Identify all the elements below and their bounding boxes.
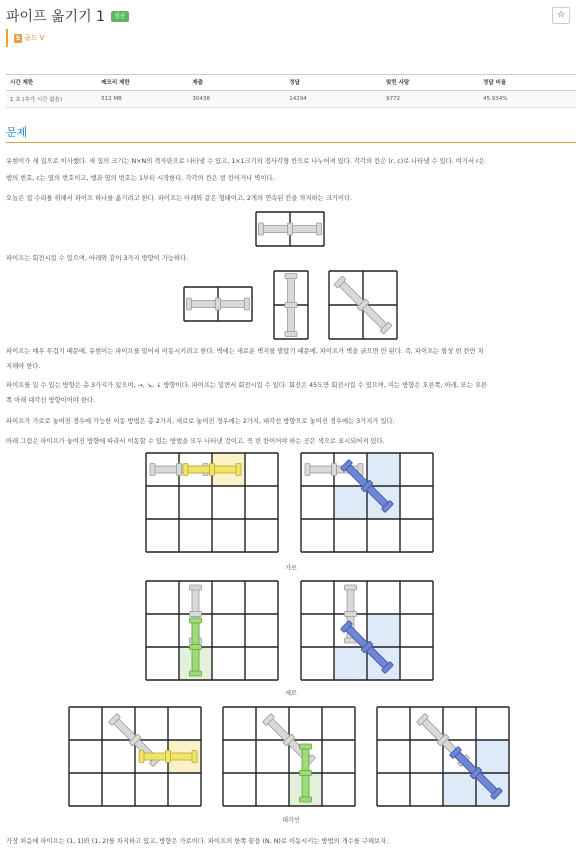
diagonal-move-right <box>68 706 202 807</box>
stats-header: 정답 <box>285 75 382 91</box>
diagonal-move-diagonal <box>376 706 510 807</box>
highlight-cell <box>334 647 367 680</box>
stats-header: 맞힌 사람 <box>382 75 479 91</box>
stats-header: 메모리 제한 <box>97 75 188 91</box>
tier-label[interactable] <box>6 29 45 47</box>
stats-cell: 30438 <box>188 91 285 108</box>
stats-header-row <box>6 75 576 91</box>
stats-table <box>6 74 576 108</box>
status-badge: 성공 <box>111 11 129 22</box>
section-divider <box>6 142 576 143</box>
problem-text: 파이프를 밀 수 있는 방향은 총 3가지가 있으며, →, ↘, ↓ 방향이다. 파이프는 밀면서 회전시킬 수 있다. 회전은 45도만 회전시킬 수 있으며, 미는 방향은 오른쪽, 아래, 또는 오른 <box>6 382 488 389</box>
problem-text: 아래 그림은 파이프가 놓여진 방향에 따라서 이동할 수 있는 방법을 모두 나타낸 것이고, 꼭 빈 칸이어야 하는 곳은 색으로 표시되어져 있다. <box>6 438 385 445</box>
highlight-cell <box>367 453 400 486</box>
figure-caption: 대각선 <box>282 817 300 824</box>
diagonal-move-down <box>222 706 356 807</box>
problem-text: 파이프는 회전시킬 수 있으며, 아래와 같이 3가지 방향이 가능하다. <box>6 255 189 262</box>
figure-caption: 세로 <box>285 690 297 697</box>
stats-cell: 14294 <box>285 91 382 108</box>
pipe-icon <box>259 223 322 235</box>
highlight-cell <box>443 773 476 806</box>
problem-text: 오늘은 집 수리를 위해서 파이프 하나를 옮기려고 한다. 파이프는 아래와 같은 형태이고, 2개의 연속된 칸을 차지하는 크기이다. <box>6 195 353 202</box>
vertical-move-diagonal <box>300 580 434 681</box>
problem-title-row <box>6 4 129 28</box>
tier-text: 골드 V <box>24 34 45 42</box>
stats-row <box>6 91 576 108</box>
star-icon: ☆ <box>556 10 566 20</box>
stats-header: 제출 <box>188 75 285 91</box>
problem-text: 쪽 아래 대각선 방향이어야 한다. <box>6 397 96 404</box>
pipe-icon <box>285 274 297 337</box>
problem-text: 파이프는 매우 무겁기 때문에, 유현이는 파이프를 밀어서 이동시키려고 한다. 벽에는 새로운 벽지를 발랐기 때문에, 파이프가 벽을 긁으면 안 된다. 즉, 파이프는 항상 빈 칸만 차 <box>6 348 484 355</box>
problem-text: 유현이가 새 집으로 이사했다. 새 집의 크기는 N×N의 격자판으로 나타낼 수 있고, 1×1크기의 정사각형 칸으로 나누어져 있다. 각각의 칸은 (r, c)로 나타낼 수 있다. 여기서 r은 <box>6 158 485 165</box>
page-title: 파이프 옮기기 1 <box>6 9 105 25</box>
tier-icon: 5 <box>15 34 21 42</box>
horizontal-move-right <box>145 452 279 553</box>
pipe-icon <box>187 298 250 310</box>
figure-caption: 가로 <box>285 565 297 572</box>
problem-text: 가장 처음에 파이프는 (1, 1)와 (1, 2)를 차지하고 있고, 방향은 가로이다. 파이프의 한쪽 끝을 (N, N)로 이동시키는 방법의 개수를 구해보자. <box>6 838 389 845</box>
section-title: 문제 <box>6 126 28 139</box>
star-button[interactable] <box>552 7 570 24</box>
stats-cell: 45.934% <box>479 91 576 108</box>
stats-cell: 1 초 (추가 시간 없음) <box>6 91 97 108</box>
orientation-horizontal <box>183 286 253 322</box>
problem-text: 지해야 한다. <box>6 363 41 370</box>
problem-text: 파이프가 가로로 놓여진 경우에 가능한 이동 방법은 총 2가지, 세로로 놓여진 경우에는 2가지, 대각선 방향으로 놓여진 경우에는 3가지가 있다. <box>6 418 395 425</box>
stats-cell: 512 MB <box>97 91 188 108</box>
orientation-vertical <box>273 270 309 340</box>
stats-header: 시간 제한 <box>6 75 97 91</box>
vertical-move-down <box>145 580 279 681</box>
horizontal-move-diagonal <box>300 452 434 553</box>
highlight-cell <box>334 486 367 519</box>
orientation-diagonal <box>328 270 398 340</box>
pipe-shape-figure <box>255 211 325 247</box>
highlight-cell <box>476 740 509 773</box>
problem-text: 행의 번호, c는 열의 번호이고, 행과 열의 번호는 1부터 시작한다. 각각의 칸은 빈 칸이거나 벽이다. <box>6 175 275 182</box>
stats-cell: 9772 <box>382 91 479 108</box>
stats-header: 정답 비율 <box>479 75 576 91</box>
highlight-cell <box>367 614 400 647</box>
